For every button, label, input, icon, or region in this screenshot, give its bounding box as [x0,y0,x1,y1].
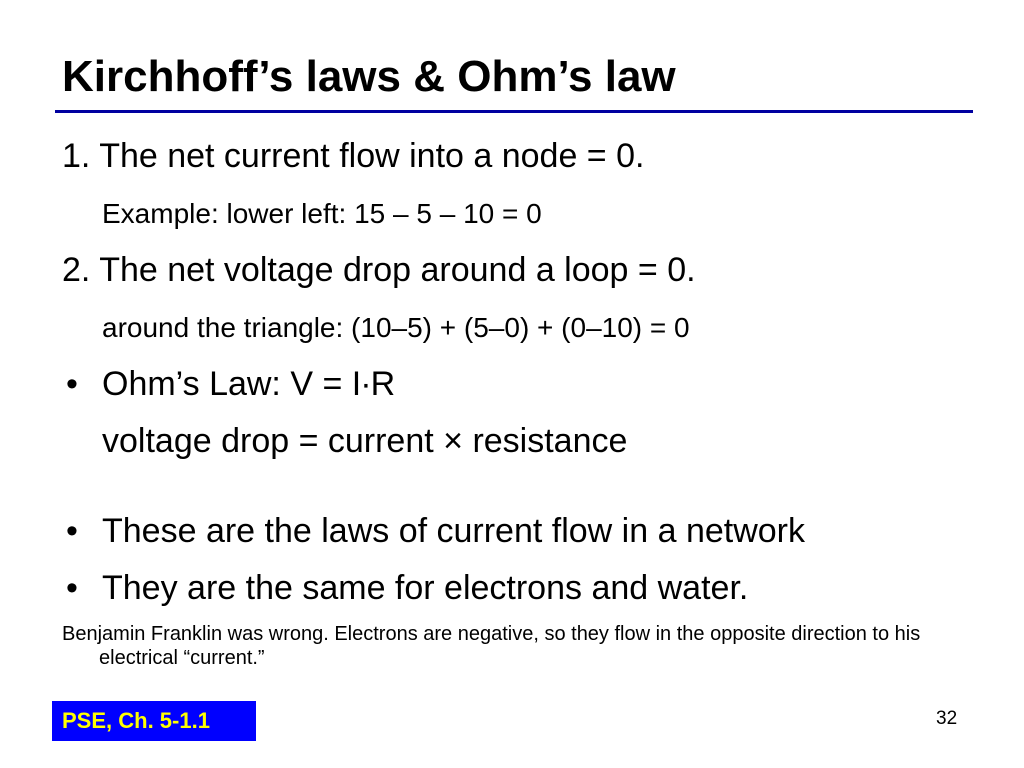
ohms-law: Ohm’s Law: V = I∙R [102,365,396,403]
slide-title: Kirchhoff’s laws & Ohm’s law [62,52,676,101]
bullet-electrons-water: They are the same for electrons and water. [102,569,749,607]
title-divider [55,110,973,113]
kirchhoff-current-law: 1. The net current flow into a node = 0. [62,137,645,175]
bullet-marker: • [66,512,78,550]
kirchhoff-current-example: Example: lower left: 15 – 5 – 10 = 0 [102,198,542,229]
source-tag: PSE, Ch. 5-1.1 [52,701,256,741]
bullet-current-flow-laws: These are the laws of current flow in a network [102,512,805,550]
franklin-footnote: Benjamin Franklin was wrong. Electrons are negative, so they flow in the opposite direction to his electrical “current.” [62,623,921,669]
kirchhoff-voltage-example: around the triangle: (10–5) + (5–0) + (0–10) = 0 [102,312,690,343]
bullet-marker: • [66,365,78,403]
ohms-law-explanation: voltage drop = current × resistance [102,422,628,460]
kirchhoff-voltage-law: 2. The net voltage drop around a loop = 0. [62,251,696,289]
bullet-marker: • [66,569,78,607]
page-number: 32 [936,708,958,729]
